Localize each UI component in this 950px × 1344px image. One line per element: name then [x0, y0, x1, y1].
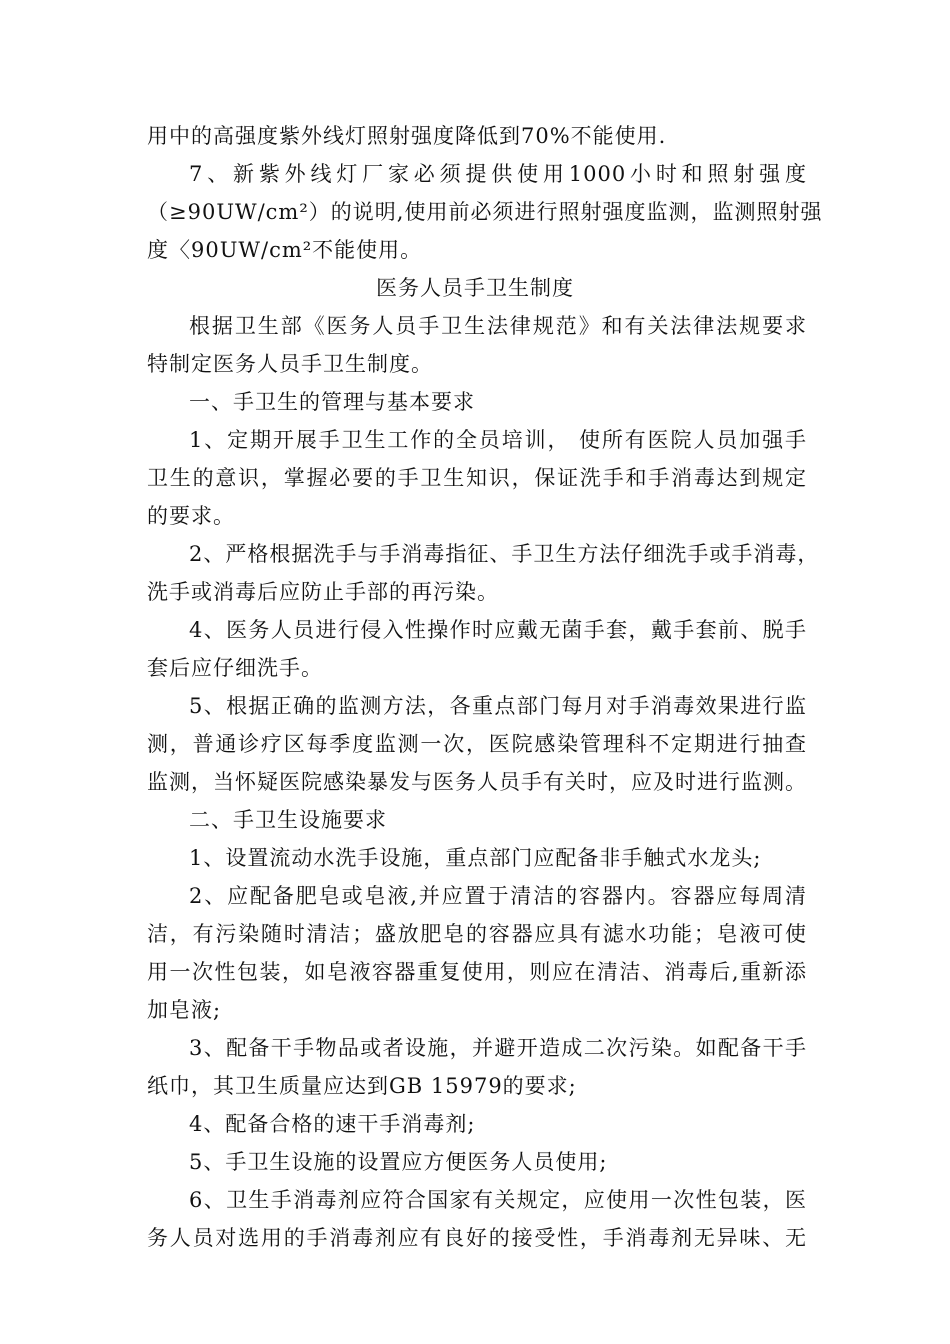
- text-line: 监测，当怀疑医院感染暴发与医务人员手有关时，应及时进行监测。: [147, 770, 807, 794]
- text-line: 5、根据正确的监测方法，各重点部门每月对手消毒效果进行监: [189, 694, 807, 718]
- text-line: 2、严格根据洗手与手消毒指征、手卫生方法仔细洗手或手消毒，: [189, 542, 820, 566]
- text-line: 3、配备干手物品或者设施，并避开造成二次污染。如配备干手: [189, 1036, 807, 1060]
- text-line: 卫生的意识，掌握必要的手卫生知识，保证洗手和手消毒达到规定: [147, 466, 807, 490]
- text-line: 加皂液;: [147, 998, 222, 1022]
- text-line: （≥90UW/cm²）的说明,使用前必须进行照射强度监测，监测照射强: [147, 200, 823, 224]
- text-line: 2、应配备肥皂或皂液,并应置于清洁的容器内。容器应每周清: [189, 884, 807, 908]
- section-title: 医务人员手卫生制度: [376, 276, 574, 300]
- text-line: 度〈90UW/cm²不能使用。: [147, 238, 423, 262]
- text-line: 务人员对选用的手消毒剂应有良好的接受性，手消毒剂无异味、无: [147, 1226, 807, 1250]
- text-line: 测，普通诊疗区每季度监测一次，医院感染管理科不定期进行抽查: [147, 732, 807, 756]
- section-heading: 一、手卫生的管理与基本要求: [189, 390, 475, 414]
- text-line: 套后应仔细洗手。: [147, 656, 323, 680]
- text-line: 7、新紫外线灯厂家必须提供使用1000小时和照射强度: [189, 162, 807, 186]
- text-line: 1、设置流动水洗手设施，重点部门应配备非手触式水龙头;: [189, 846, 762, 870]
- text-line: 纸巾，其卫生质量应达到GB 15979的要求;: [147, 1074, 577, 1098]
- text-line: 根据卫生部《医务人员手卫生法律规范》和有关法律法规要求: [189, 314, 807, 338]
- text-line: 洗手或消毒后应防止手部的再污染。: [147, 580, 499, 604]
- text-line: 特制定医务人员手卫生制度。: [147, 352, 433, 376]
- text-line: 5、手卫生设施的设置应方便医务人员使用;: [189, 1150, 608, 1174]
- text-line: 用一次性包装，如皂液容器重复使用，则应在清洁、消毒后,重新添: [147, 960, 807, 984]
- text-line: 4、医务人员进行侵入性操作时应戴无菌手套，戴手套前、脱手: [189, 618, 807, 642]
- text-line: 1、定期开展手卫生工作的全员培训， 使所有医院人员加强手: [189, 428, 807, 452]
- text-line: 洁，有污染随时清洁；盛放肥皂的容器应具有滤水功能；皂液可使: [147, 922, 807, 946]
- text-line: 4、配备合格的速干手消毒剂;: [189, 1112, 476, 1136]
- text-line: 用中的高强度紫外线灯照射强度降低到70%不能使用.: [147, 124, 667, 148]
- text-line: 的要求。: [147, 504, 235, 528]
- section-heading: 二、手卫生设施要求: [189, 808, 387, 832]
- text-line: 6、卫生手消毒剂应符合国家有关规定，应使用一次性包装，医: [189, 1188, 807, 1212]
